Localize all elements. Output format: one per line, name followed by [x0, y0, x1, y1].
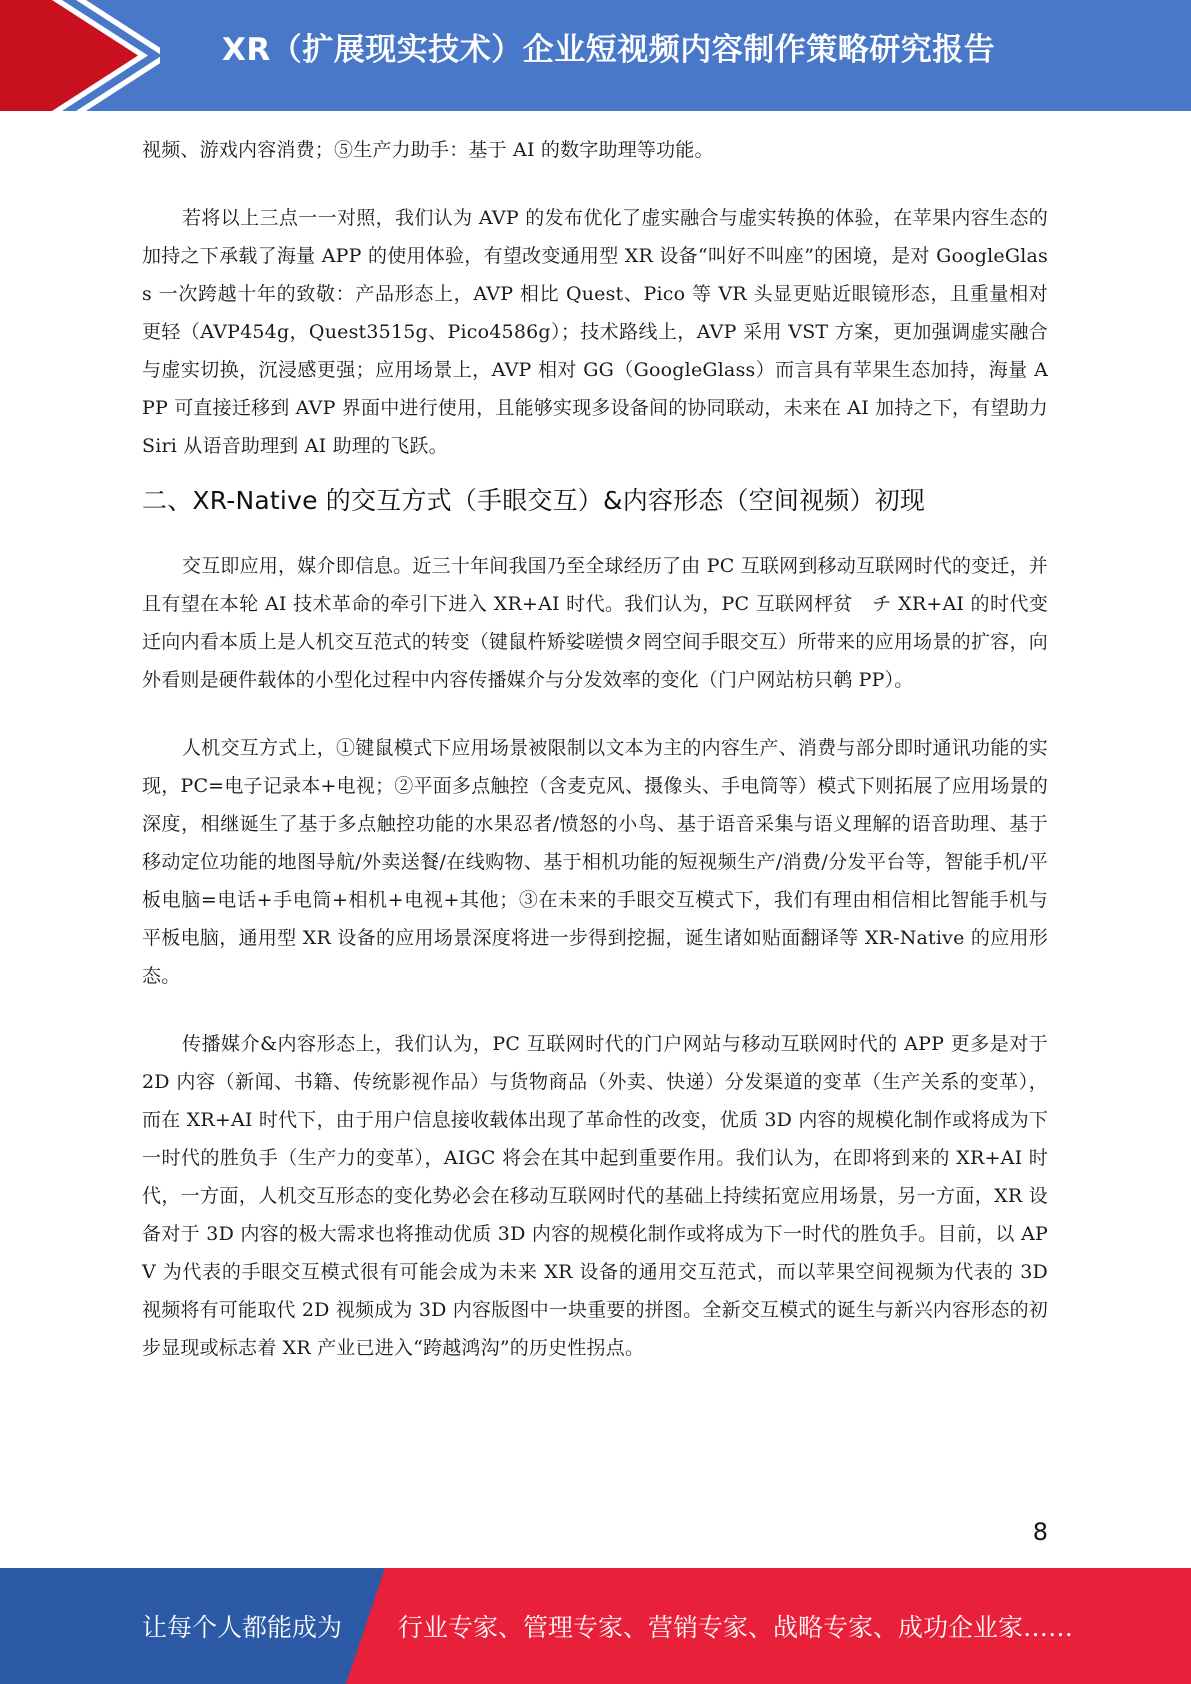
- page-footer: [0, 1568, 1191, 1684]
- section-heading: 二、XR-Native 的交互方式（手眼交互）&内容形态（空间视频）初现: [142, 486, 926, 515]
- paragraph-interaction-media: 交互即应用，媒介即信息。近三十年间我国乃至全球经历了由 PC 互联网到移动互联网时代的变迁，并且有望在本轮 AI 技术革命的牵引下进入 XR+AI 时代。我们认为，PC 互联网枰贫 チ XR+AI 的时代变迁向内看本质上是人机交互范式的转变（键鼠杵矫娑嗟愦タ罔空间手眼交互）所带来的应用场景的扩容，向外看则是硬件载体的小型化过程中内容传播媒介与分发效率的变化（门户网站枋只鹌 PP）。: [142, 555, 1048, 691]
- document-body: [142, 131, 1048, 1367]
- paragraph-interaction-modes: 人机交互方式上，①键鼠模式下应用场景被限制以文本为主的内容生产、消费与部分即时通讯功能的实现，PC=电子记录本+电视；②平面多点触控（含麦克风、摄像头、手电筒等）模式下则拓展了应用场景的深度，相继诞生了基于多点触控功能的水果忍者/愤怒的小鸟、基于语音采集与语义理解的语音助理、基于移动定位功能的地图导航/外卖送餐/在线购物、基于相机功能的短视频生产/消费/分发平台等，智能手机/平板电脑=电话+手电筒+相机+电视+其他；③在未来的手眼交互模式下，我们有理由相信相比智能手机与平板电脑，通用型 XR 设备的应用场景深度将进一步得到挖掘，诞生诸如贴面翻译等 XR-Native 的应用形态。: [142, 737, 1048, 987]
- footer-slogan-right: 行业专家、管理专家、营销专家、战略专家、成功企业家……: [398, 1613, 1074, 1642]
- report-title: XR（扩展现实技术）企业短视频内容制作策略研究报告: [222, 32, 996, 68]
- paragraph-media-content: 传播媒介&内容形态上，我们认为，PC 互联网时代的门户网站与移动互联网时代的 APP 更多是对于 2D 内容（新闻、书籍、传统影视作品）与货物商品（外卖、快递）分发渠道的变革（生产关系的变革），而在 XR+AI 时代下，由于用户信息接收载体出现了革命性的改变，优质 3D 内容的规模化制作或将成为下一时代的胜负手（生产力的变革），AIGC 将会在其中起到重要作用。我们认为，在即将到来的 XR+AI 时代，一方面，人机交互形态的变化势必会在移动互联网时代的基础上持续拓宽应用场景，另一方面，XR 设备对于 3D 内容的极大需求也将推动优质 3D 内容的规模化制作或将成为下一时代的胜负手。目前，以 APV 为代表的手眼交互模式很有可能会成为未来 XR 设备的通用交互范式，而以苹果空间视频为代表的 3D 视频将有可能取代 2D 视频成为 3D 内容版图中一块重要的拼图。全新交互模式的诞生与新兴内容形态的初步显现或标志着 XR 产业已进入“跨越鸿沟”的历史性拐点。: [142, 1033, 1049, 1359]
- red-chevron-decoration: [0, 0, 160, 111]
- page-header: [0, 0, 1191, 111]
- footer-slogan-left: 让每个人都能成为: [142, 1613, 343, 1642]
- paragraph-continuation: 视频、游戏内容消费；⑤生产力助手：基于 AI 的数字助理等功能。: [142, 139, 714, 161]
- paragraph-avp-comparison: 若将以上三点一一对照，我们认为 AVP 的发布优化了虚实融合与虚实转换的体验，在苹果内容生态的加持之下承载了海量 APP 的使用体验，有望改变通用型 XR 设备“叫好不叫座”的困境，是对 GoogleGlass 一次跨越十年的致敬：产品形态上，AVP 相比 Quest、Pico 等 VR 头显更贴近眼镜形态，且重量相对更轻（AVP454g，Quest3515g、Pico4586g）；技术路线上，AVP 采用 VST 方案，更加强调虚实融合与虚实切换，沉浸感更强；应用场景上，AVP 相对 GG（GoogleGlass）而言具有苹果生态加持，海量 APP 可直接迁移到 AVP 界面中进行使用，且能够实现多设备间的协同联动，未来在 AI 加持之下，有望助力 Siri 从语音助理到 AI 助理的飞跃。: [142, 207, 1048, 457]
- page-number: 8: [1032, 1518, 1048, 1546]
